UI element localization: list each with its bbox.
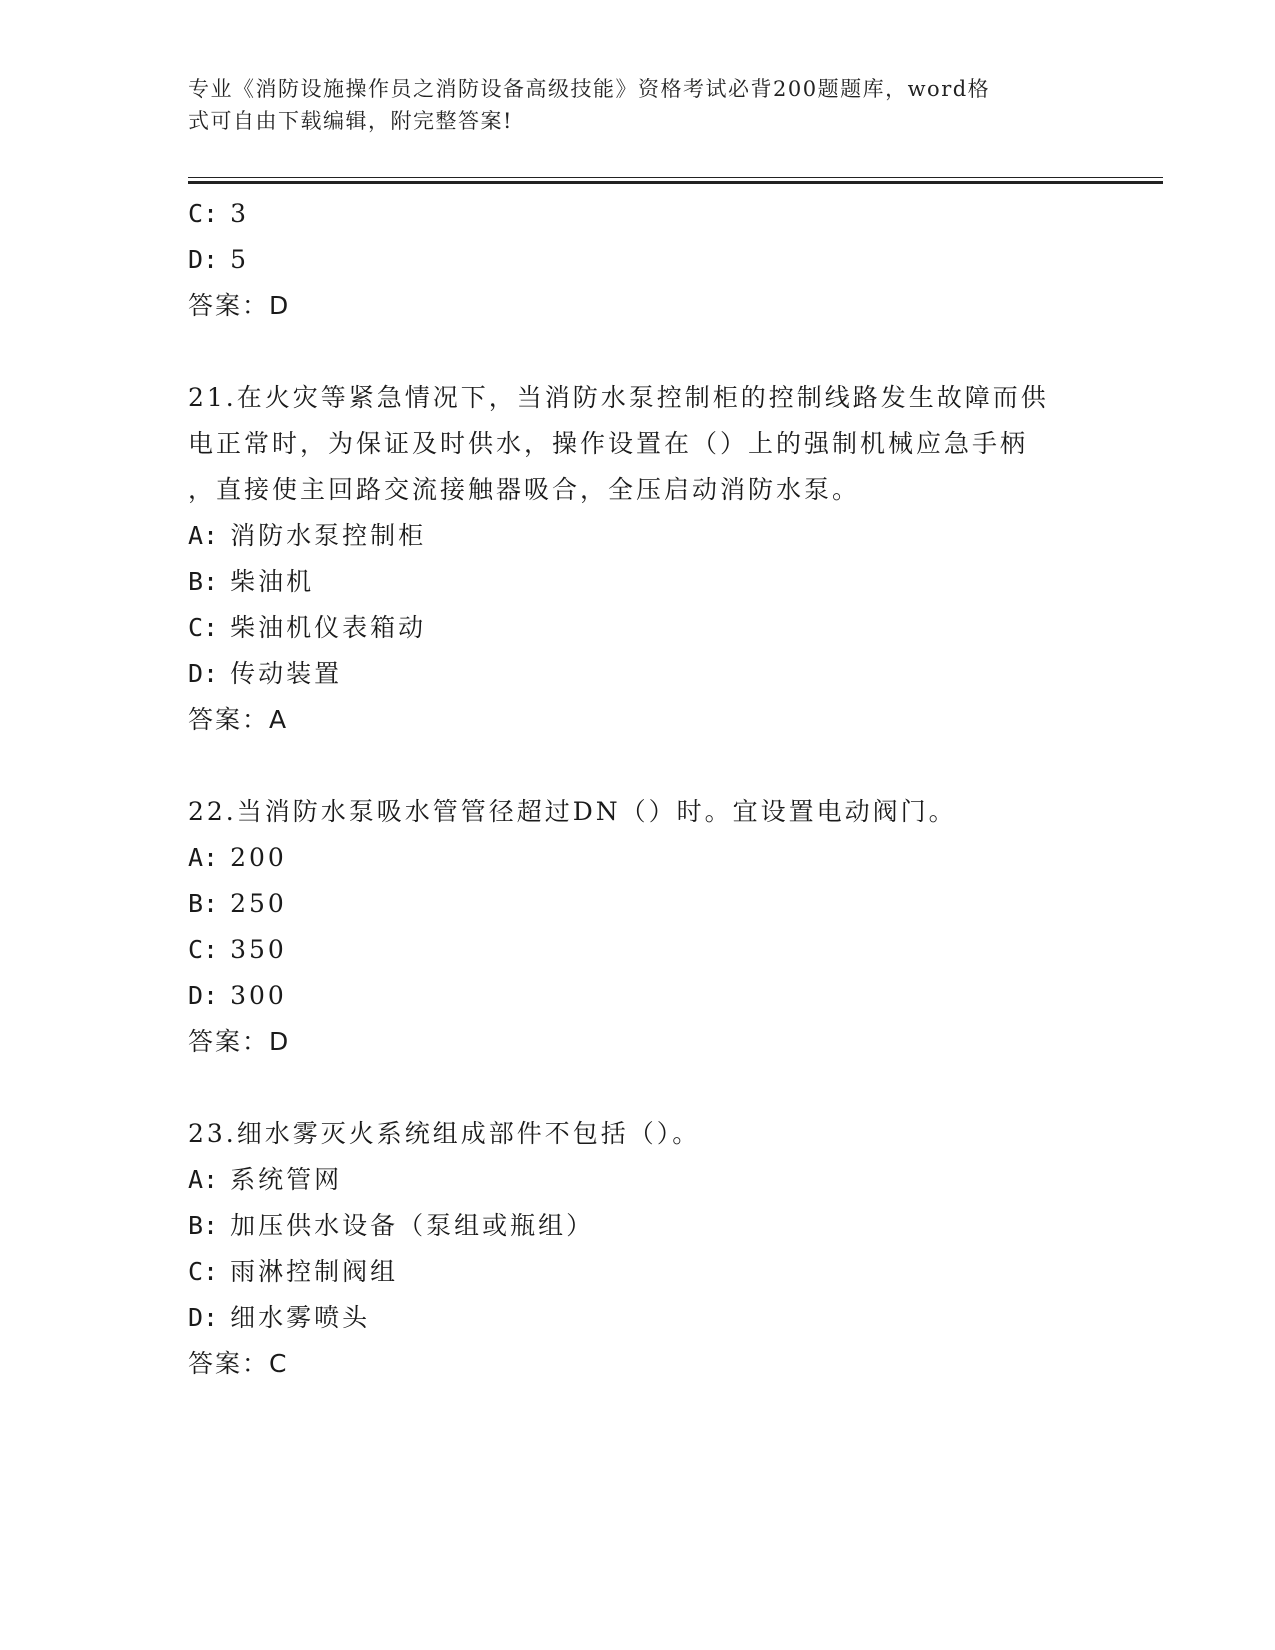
option-d: [188, 651, 1088, 697]
option-letter: C:: [188, 199, 219, 228]
header-line-1: 专业《消防设施操作员之消防设备高级技能》资格考试必背200题题库，word格: [188, 77, 991, 101]
option-c: [188, 1249, 1088, 1295]
option-letter: A:: [188, 521, 219, 550]
option-text: 250: [230, 889, 287, 918]
question-block-prev: [188, 191, 1088, 329]
question-block-21: [188, 375, 1088, 743]
option-text: 雨淋控制阀组: [230, 1257, 399, 1286]
option-letter: B:: [188, 1211, 219, 1240]
option-d: [188, 973, 1088, 1019]
option-letter: B:: [188, 889, 219, 918]
option-letter: B:: [188, 567, 219, 596]
question-text-line: 23.细水雾灭火系统组成部件不包括（）。: [188, 1119, 701, 1148]
option-text: 200: [230, 843, 287, 872]
option-text: 传动装置: [230, 659, 343, 688]
option-a: [188, 513, 1088, 559]
question-text-line: 电正常时，为保证及时供水，操作设置在（）上的强制机械应急手柄: [188, 429, 1029, 458]
question-list: [188, 191, 1088, 1433]
option-text: 300: [230, 981, 287, 1010]
option-letter: C:: [188, 613, 219, 642]
option-c: [188, 927, 1088, 973]
option-text: 细水雾喷头: [230, 1303, 371, 1332]
option-text: 5: [230, 245, 250, 274]
option-text: 3: [230, 199, 250, 228]
option-b: [188, 881, 1088, 927]
question-block-22: [188, 789, 1088, 1065]
header-divider-thick: [188, 181, 1163, 184]
question-text-line: 22.当消防水泵吸水管管径超过DN（）时。宜设置电动阀门。: [188, 797, 957, 826]
option-text: 系统管网: [230, 1165, 343, 1194]
option-letter: D:: [188, 981, 219, 1010]
option-letter: A:: [188, 843, 219, 872]
option-letter: C:: [188, 935, 219, 964]
header-divider-thin: [188, 177, 1163, 178]
answer-line: 答案：D: [188, 1027, 291, 1056]
option-text: 柴油机仪表箱动: [230, 613, 427, 642]
option-a: [188, 835, 1088, 881]
header-line-2: 式可自由下载编辑，附完整答案!: [188, 109, 513, 133]
option-text: 加压供水设备（泵组或瓶组）: [230, 1211, 595, 1240]
option-text: 350: [230, 935, 287, 964]
option-text: 柴油机: [230, 567, 315, 596]
option-c: [188, 605, 1088, 651]
answer-line: 答案：C: [188, 1349, 289, 1378]
answer-line: 答案：D: [188, 291, 291, 320]
option-text: 消防水泵控制柜: [230, 521, 427, 550]
answer-line: 答案：A: [188, 705, 289, 734]
option-letter: D:: [188, 1303, 219, 1332]
option-letter: D:: [188, 659, 219, 688]
option-b: [188, 1203, 1088, 1249]
document-header: [188, 73, 1068, 137]
option-letter: A:: [188, 1165, 219, 1194]
question-text-line: 21.在火灾等紧急情况下，当消防水泵控制柜的控制线路发生故障而供: [188, 383, 1049, 412]
option-letter: D:: [188, 245, 219, 274]
option-a: [188, 1157, 1088, 1203]
option-d: [188, 237, 1088, 283]
question-text-line: ，直接使主回路交流接触器吸合，全压启动消防水泵。: [188, 475, 861, 504]
option-letter: C:: [188, 1257, 219, 1286]
option-c: [188, 191, 1088, 237]
option-d: [188, 1295, 1088, 1341]
question-block-23: [188, 1111, 1088, 1387]
option-b: [188, 559, 1088, 605]
